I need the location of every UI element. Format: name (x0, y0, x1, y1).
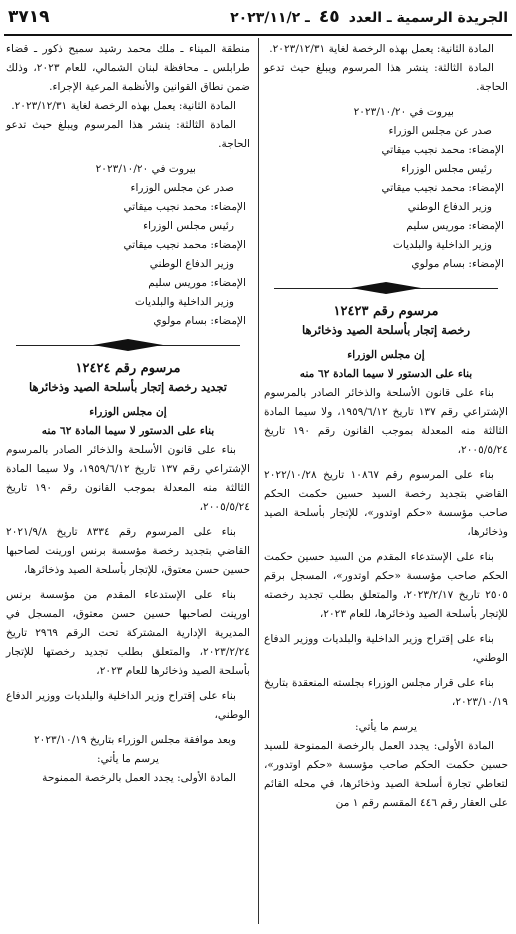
council-heading: إن مجلس الوزراء (89, 406, 167, 418)
article-two: المادة الثانية: يعمل بهذه الرخصة لغاية ٢٠٢٣/١٢/٣١. (11, 100, 236, 112)
left-column (6, 40, 250, 788)
signature-pm: الإمضاء: محمد نجيب ميقاتي (381, 144, 504, 156)
right-column (264, 40, 508, 813)
decree-title: رخصة إتجار بأسلحة الصيد وذخائرها (301, 323, 470, 337)
issue-number: ٤٥ (318, 7, 340, 27)
header-rule (4, 34, 512, 36)
issued-by: صدر عن مجلس الوزراء (388, 125, 492, 137)
recital-proposal: بناء على إقتراح وزير الداخلية والبلديات ووزير الدفاع الوطني، (264, 633, 508, 664)
recital-previous-decree: بناء على المرسوم رقم ١٠٨٦٧ تاريخ ٢٠٢٢/١٠/٢٨ القاضي بتجديد رخصة السيد حسين حكمت الحكم صاحب مؤسسة «حكم اوتدور»، للإتجار بأسلحة الصيد وذخائرها، (264, 469, 508, 538)
signature-pm-2: الإمضاء: محمد نجيب ميقاتي (123, 239, 246, 251)
council-heading: إن مجلس الوزراء (347, 349, 425, 361)
recital-proposal: بناء على إقتراح وزير الداخلية والبلديات ووزير الدفاع الوطني، (6, 690, 250, 721)
signature-interior: الإمضاء: بسام مولوي (411, 258, 504, 270)
decree-title: تجديد رخصة إتجار بأسلحة الصيد وذخائرها (29, 380, 227, 394)
signature-pm-2: الإمضاء: محمد نجيب ميقاتي (381, 182, 504, 194)
article-two: المادة الثانية: يعمل بهذه الرخصة لغاية ٢٠٢٣/١٢/٣١. (269, 43, 494, 55)
recital-arms-law: بناء على قانون الأسلحة والذخائر الصادر بالمرسوم الإشتراعي رقم ١٣٧ تاريخ ١٩٥٩/٦/١٢، ولا سيما المادة الثالثة منه المعدلة بموجب القانون رقم ١٩٠ تاريخ ٢٠٠٥/٥/٢٤، (6, 444, 251, 513)
section-divider (6, 339, 250, 353)
recital-council-approval: وبعد موافقة مجلس الوزراء بتاريخ ٢٠٢٣/١٠/١٩ (33, 734, 236, 746)
gazette-heading (230, 7, 508, 27)
decree-number: مرسوم رقم ١٢٤٢٣ (333, 304, 439, 319)
issued-by: صدر عن مجلس الوزراء (130, 182, 234, 194)
article-one: المادة الأولى: يجدد العمل بالرخصة الممنوحة للسيد حسين حكمت الحكم صاحب مؤسسة «حكم اوتدور»، لتعاطي تجارة أسلحة الصيد وذخائرها، في محله القائم على العقار رقم ٤٤٦ المقسم رقم ١ من (264, 740, 508, 809)
column-divider (258, 38, 259, 924)
signature-defense: الإمضاء: موريس سليم (148, 277, 246, 289)
recital-council-decision: بناء على قرار مجلس الوزراء بجلسته المنعقدة بتاريخ ٢٠٢٣/١٠/١٩، (264, 677, 508, 708)
article-three: المادة الثالثة: ينشر هذا المرسوم ويبلغ حيث تدعو الحاجة. (6, 119, 250, 150)
decree-number: مرسوم رقم ١٢٤٢٤ (75, 361, 181, 376)
article-three: المادة الثالثة: ينشر هذا المرسوم ويبلغ حيث تدعو الحاجة. (264, 62, 508, 93)
section-divider (264, 282, 508, 296)
pm-title: رئيس مجلس الوزراء (401, 163, 492, 175)
defense-minister: وزير الدفاع الوطني (407, 201, 492, 213)
diamond-ornament (93, 339, 163, 351)
decrees-line: يرسم ما يأتي: (97, 753, 159, 765)
recital-request: بناء على الإستدعاء المقدم من السيد حسين حكمت الحكم صاحب مؤسسة «حكم اوتدور»، المسجل برقم ٢٥٠٥ تاريخ ٢٠٢٣/٢/١٧، والمتعلق بطلب تجديد رخصته للإتجار بأسلحة الصيد وذخائرها، للعام ٢٠٢٣، (264, 551, 508, 620)
page-header (0, 0, 516, 34)
article-one-continued: منطقة الميناء ـ ملك محمد رشيد سميح ذكور ـ قضاء طرابلس ـ محافظة لبنان الشمالي، للعام ٢٠٢٣، وذلك ضمن نطاق القوانين والأنظمة المرعية الإجراء. (6, 43, 250, 93)
interior-minister: وزير الداخلية والبلديات (392, 239, 492, 251)
interior-minister: وزير الداخلية والبلديات (134, 296, 234, 308)
recital-arms-law: بناء على قانون الأسلحة والذخائر الصادر بالمرسوم الإشتراعي رقم ١٣٧ تاريخ ١٩٥٩/٦/١٢، ولا سيما المادة الثالثة منه المعدلة بموجب القانون رقم ١٩٠ تاريخ ٢٠٠٥/٥/٢٤، (264, 387, 509, 456)
date-line: بيروت في ٢٠٢٣/١٠/٢٠ (95, 163, 196, 175)
defense-minister: وزير الدفاع الوطني (149, 258, 234, 270)
date-line: بيروت في ٢٠٢٣/١٠/٢٠ (353, 106, 454, 118)
diamond-ornament (351, 282, 421, 294)
signature-pm: الإمضاء: محمد نجيب ميقاتي (123, 201, 246, 213)
page-number: ٣٧١٩ (8, 7, 50, 27)
signature-interior: الإمضاء: بسام مولوي (153, 315, 246, 327)
signature-defense: الإمضاء: موريس سليم (406, 220, 504, 232)
constitution-line: بناء على الدستور لا سيما المادة ٦٢ منه (41, 425, 215, 437)
issue-date: ـ ٢٠٢٣/١١/٢ (230, 10, 310, 26)
constitution-line: بناء على الدستور لا سيما المادة ٦٢ منه (299, 368, 473, 380)
recital-request: بناء على الإستدعاء المقدم من مؤسسة برنس اورينت لصاحبها حسين حسن معتوق، المسجل في المديرية الإدارية المشتركة تحت الرقم ٢٩٦٩ تاريخ ٢٠٢٣/٢/٢٤، والمتعلق بطلب تجديد رخصتها للإتجار بأسلحة الصيد وذخائرها للعام ٢٠٢٣، (6, 589, 250, 677)
gazette-title: الجريدة الرسمية ـ العدد (348, 10, 508, 26)
article-one: المادة الأولى: يجدد العمل بالرخصة الممنوحة (42, 772, 236, 784)
recital-previous-decree: بناء على المرسوم رقم ٨٣٣٤ تاريخ ٢٠٢١/٩/٨ القاضي بتجديد رخصة مؤسسة برنس اورينت لصاحبها حسين حسن معتوق، للإتجار بأسلحة الصيد وذخائرها، (6, 526, 250, 576)
decrees-line: يرسم ما يأتي: (355, 721, 417, 733)
pm-title: رئيس مجلس الوزراء (143, 220, 234, 232)
